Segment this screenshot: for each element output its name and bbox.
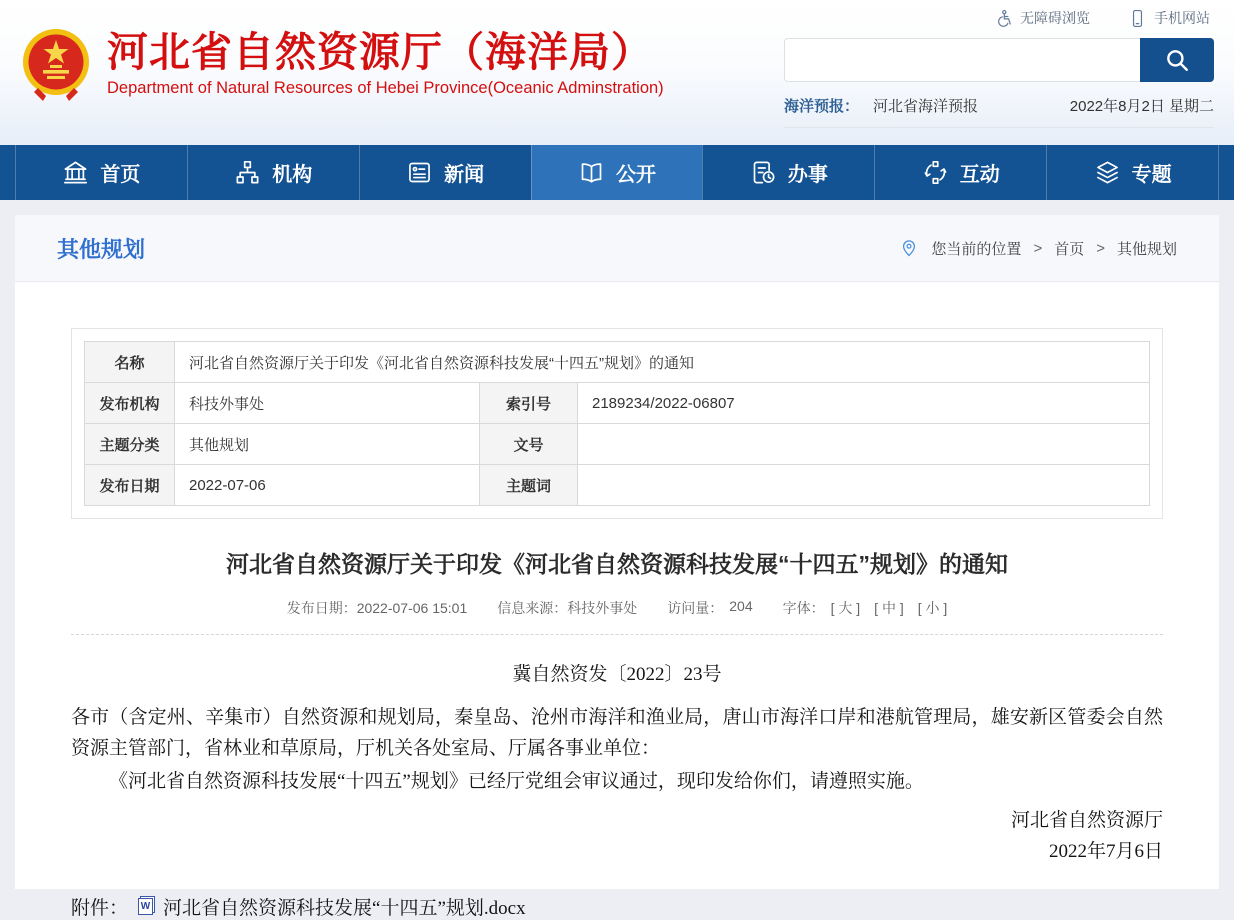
nav-item-home[interactable] (15, 145, 187, 200)
agency-value: 科技外事处 (175, 383, 480, 424)
nav-label-services: 办事 (787, 164, 828, 186)
brand-text (107, 30, 664, 97)
signature-org: 河北省自然资源厅 (1010, 810, 1163, 831)
breadcrumb-location-label: 您当前的位置 (931, 240, 1022, 258)
visits-value: 204 (729, 598, 753, 614)
forecast-label: 海洋预报： (784, 98, 860, 115)
section-header (15, 215, 1219, 282)
font-size-medium-button[interactable]: [ 中 ] (874, 600, 904, 616)
org-chart-icon (234, 159, 261, 186)
national-emblem-logo (20, 26, 92, 102)
article-title: 河北省自然资源厅关于印发《河北省自然资源科技发展“十四五”规划》的通知 (226, 551, 1008, 577)
table-row (85, 424, 1150, 465)
main-nav (0, 145, 1234, 200)
name-label: 名称 (85, 342, 175, 383)
accessibility-link[interactable] (994, 8, 1090, 28)
pubdate-value: 2022-07-06 (175, 465, 480, 506)
font-size-controls (783, 598, 948, 618)
mobile-site-label: 手机网站 (1154, 10, 1210, 26)
header-utility-links (994, 8, 1210, 28)
paragraph: 各市（含定州、辛集市）自然资源和规划局，秦皇岛、沧州市海洋和渔业局，唐山市海洋口岸和港航管理局，雄安新区管委会自然资源主管部门，省林业和草原局，厅机关各处室局、厅属各事业单位： (71, 707, 1163, 759)
breadcrumb-separator: > (1096, 239, 1105, 257)
location-pin-icon (899, 238, 919, 258)
open-book-icon (578, 159, 605, 186)
nav-item-services[interactable] (702, 145, 874, 200)
keyword-label: 主题词 (480, 465, 578, 506)
visits-label: 访问量： (667, 600, 724, 616)
site-brand (20, 26, 664, 102)
site-title: 河北省自然资源厅（海洋局） (107, 29, 653, 76)
nav-item-news[interactable] (359, 145, 531, 200)
topic-label: 主题分类 (85, 424, 175, 465)
search-button[interactable] (1140, 38, 1214, 82)
forecast-link[interactable]: 河北省海洋预报 (873, 98, 979, 115)
breadcrumb-current[interactable]: 其他规划 (1116, 240, 1177, 258)
font-label: 字体： (782, 600, 825, 616)
building-columns-icon (62, 159, 89, 186)
agency-label: 发布机构 (85, 383, 175, 424)
docno-value (578, 424, 1150, 465)
info-source: 信息来源：科技外事处 (497, 600, 638, 616)
word-document-icon[interactable]: W (138, 898, 153, 915)
nav-label-home: 首页 (100, 164, 141, 186)
forecast-block (784, 95, 978, 116)
document-clock-icon (750, 159, 777, 186)
nav-item-org[interactable] (187, 145, 359, 200)
docno-label: 文号 (480, 424, 578, 465)
breadcrumb-home[interactable]: 首页 (1054, 240, 1085, 258)
search-icon (1164, 47, 1190, 73)
document-number: 冀自然资发〔2022〕23号 (512, 664, 722, 685)
search-area (784, 38, 1214, 128)
page-title: 其他规划 (57, 236, 146, 262)
current-date: 2022年8月2日 星期二 (1069, 98, 1214, 115)
attachment-row (71, 893, 1163, 920)
signature-date: 2022年7月6日 (1048, 841, 1163, 862)
article-content (15, 328, 1219, 920)
nav-item-public[interactable] (531, 145, 703, 200)
pubdate-label: 发布日期 (85, 465, 175, 506)
breadcrumb (899, 238, 1177, 259)
document-body (71, 659, 1163, 920)
topic-value: 其他规划 (175, 424, 480, 465)
table-row (85, 465, 1150, 506)
name-value: 河北省自然资源厅关于印发《河北省自然资源科技发展“十四五”规划》的通知 (175, 342, 1150, 383)
publish-date: 发布日期：2022-07-06 15:01 (286, 600, 468, 616)
nav-item-topics[interactable] (1046, 145, 1219, 200)
layers-icon (1094, 159, 1121, 186)
table-row (85, 342, 1150, 383)
nav-label-org: 机构 (272, 164, 313, 186)
nav-item-interact[interactable] (874, 145, 1046, 200)
mobile-site-link[interactable] (1128, 8, 1210, 28)
nav-label-topics: 专题 (1131, 164, 1172, 186)
table-row (85, 383, 1150, 424)
index-value: 2189234/2022-06807 (578, 383, 1150, 424)
cycle-arrows-icon (922, 159, 949, 186)
nav-label-interact: 互动 (959, 164, 1000, 186)
newspaper-icon (406, 159, 433, 186)
site-header (0, 0, 1234, 145)
site-subtitle: Department of Natural Resources of Hebei Province(Oceanic Adminstration) (107, 78, 664, 97)
visit-count (667, 598, 752, 618)
paragraph: 《河北省自然资源科技发展“十四五”规划》已经厅党组会审议通过，现印发给你们，请遵照实施。 (109, 771, 924, 792)
accessibility-icon (994, 9, 1013, 28)
document-info-table (84, 341, 1150, 506)
index-label: 索引号 (480, 383, 578, 424)
attachment-label: 附件： (71, 898, 129, 919)
header-info-row (784, 95, 1214, 128)
attachment-link[interactable]: 河北省自然资源科技发展“十四五”规划.docx (163, 898, 526, 919)
mobile-phone-icon (1128, 9, 1147, 28)
divider (71, 634, 1163, 635)
accessibility-label: 无障碍浏览 (1020, 10, 1090, 26)
article-meta (71, 598, 1163, 618)
nav-label-news: 新闻 (444, 164, 485, 186)
nav-label-public: 公开 (616, 164, 656, 186)
breadcrumb-separator: > (1033, 239, 1043, 257)
keyword-value (578, 465, 1150, 506)
search-input[interactable] (784, 38, 1140, 82)
font-size-large-button[interactable]: [ 大 ] (830, 600, 861, 616)
document-info-table-wrapper (71, 328, 1163, 519)
font-size-small-button[interactable]: [ 小 ] (917, 600, 948, 616)
page-card (15, 215, 1219, 919)
